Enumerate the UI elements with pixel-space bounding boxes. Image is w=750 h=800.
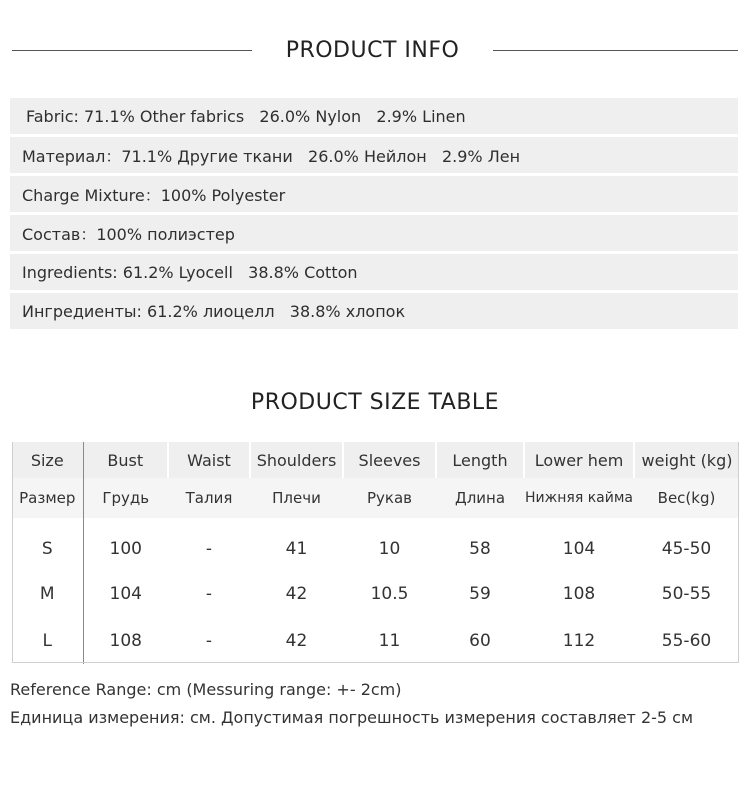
table-row xyxy=(12,518,739,570)
header-rule-right xyxy=(493,50,738,51)
info-row-fabric-ru: Материал：71.1% Другие ткани 26.0% Нейлон 2.9% Лен xyxy=(10,137,738,173)
info-row-charge-ru: Состав：100% полиэстер xyxy=(10,215,738,251)
col-header-lower-hem-ru: Нижняя кайма xyxy=(524,478,634,518)
info-row-ingredients-ru: Ингредиенты: 61.2% лиоцелл 38.8% хлопок xyxy=(10,293,738,329)
col-header-length: Length xyxy=(436,442,524,478)
col-header-sleeves-ru: Рукав xyxy=(343,478,436,518)
measurement-note-en: Reference Range: cm (Messuring range: +- 2cm) xyxy=(10,680,402,699)
info-row-charge-en: Charge Mixture：100% Polyester xyxy=(10,176,738,212)
cell-waist: - xyxy=(205,631,213,651)
cell-lower-hem: 108 xyxy=(562,584,596,604)
table-header-row-en xyxy=(12,442,739,478)
size-table xyxy=(12,442,739,664)
col-header-length-ru: Длина xyxy=(436,478,524,518)
col-header-bust-ru: Грудь xyxy=(83,478,168,518)
col-header-waist: Waist xyxy=(168,442,250,478)
cell-shoulders: 42 xyxy=(285,631,308,651)
info-row-ingredients-en: Ingredients: 61.2% Lyocell 38.8% Cotton xyxy=(10,254,738,290)
cell-length: 58 xyxy=(469,539,491,559)
col-header-shoulders: Shoulders xyxy=(250,442,343,478)
header-rule-left xyxy=(12,50,252,51)
table-header-row-ru xyxy=(12,478,739,518)
cell-shoulders: 42 xyxy=(285,584,308,604)
cell-weight: 50-55 xyxy=(661,584,712,604)
col-header-size-ru: Размер xyxy=(12,478,83,518)
measurement-note-ru: Единица измерения: см. Допустимая погрешность измерения составляет 2-5 см xyxy=(10,708,694,727)
cell-lower-hem: 104 xyxy=(562,539,596,559)
cell-bust: 100 xyxy=(109,539,142,559)
size-table-header xyxy=(0,390,750,415)
cell-bust: 108 xyxy=(109,631,142,651)
col-header-bust: Bust xyxy=(83,442,168,478)
cell-waist: - xyxy=(205,584,213,604)
cell-waist: - xyxy=(205,539,213,559)
table-row xyxy=(12,570,739,618)
cell-sleeves: 11 xyxy=(378,631,401,651)
cell-length: 60 xyxy=(469,631,491,651)
cell-length: 59 xyxy=(469,584,491,604)
table-row xyxy=(12,618,739,664)
col-header-weight: weight (kg) xyxy=(634,442,739,478)
cell-weight: 55-60 xyxy=(661,631,712,651)
cell-shoulders: 41 xyxy=(285,539,308,559)
product-info-list xyxy=(10,98,738,329)
col-header-sleeves: Sleeves xyxy=(343,442,436,478)
cell-lower-hem: 112 xyxy=(562,631,596,651)
info-row-fabric-en: Fabric: 71.1% Other fabrics 26.0% Nylon 2.9% Linen xyxy=(10,98,738,134)
cell-size: S xyxy=(12,518,83,570)
cell-size: M xyxy=(12,570,83,618)
cell-sleeves: 10.5 xyxy=(370,584,409,604)
col-header-weight-ru: Вес(kg) xyxy=(634,478,739,518)
size-table-title: PRODUCT SIZE TABLE xyxy=(250,390,500,415)
product-info-header xyxy=(0,38,750,63)
col-header-lower-hem: Lower hem xyxy=(524,442,634,478)
product-info-title: PRODUCT INFO xyxy=(285,38,460,63)
col-header-waist-ru: Талия xyxy=(168,478,250,518)
cell-bust: 104 xyxy=(109,584,142,604)
cell-size: L xyxy=(12,618,83,664)
col-header-size: Size xyxy=(12,442,83,478)
col-header-shoulders-ru: Плечи xyxy=(250,478,343,518)
cell-sleeves: 10 xyxy=(378,539,401,559)
cell-weight: 45-50 xyxy=(661,539,712,559)
